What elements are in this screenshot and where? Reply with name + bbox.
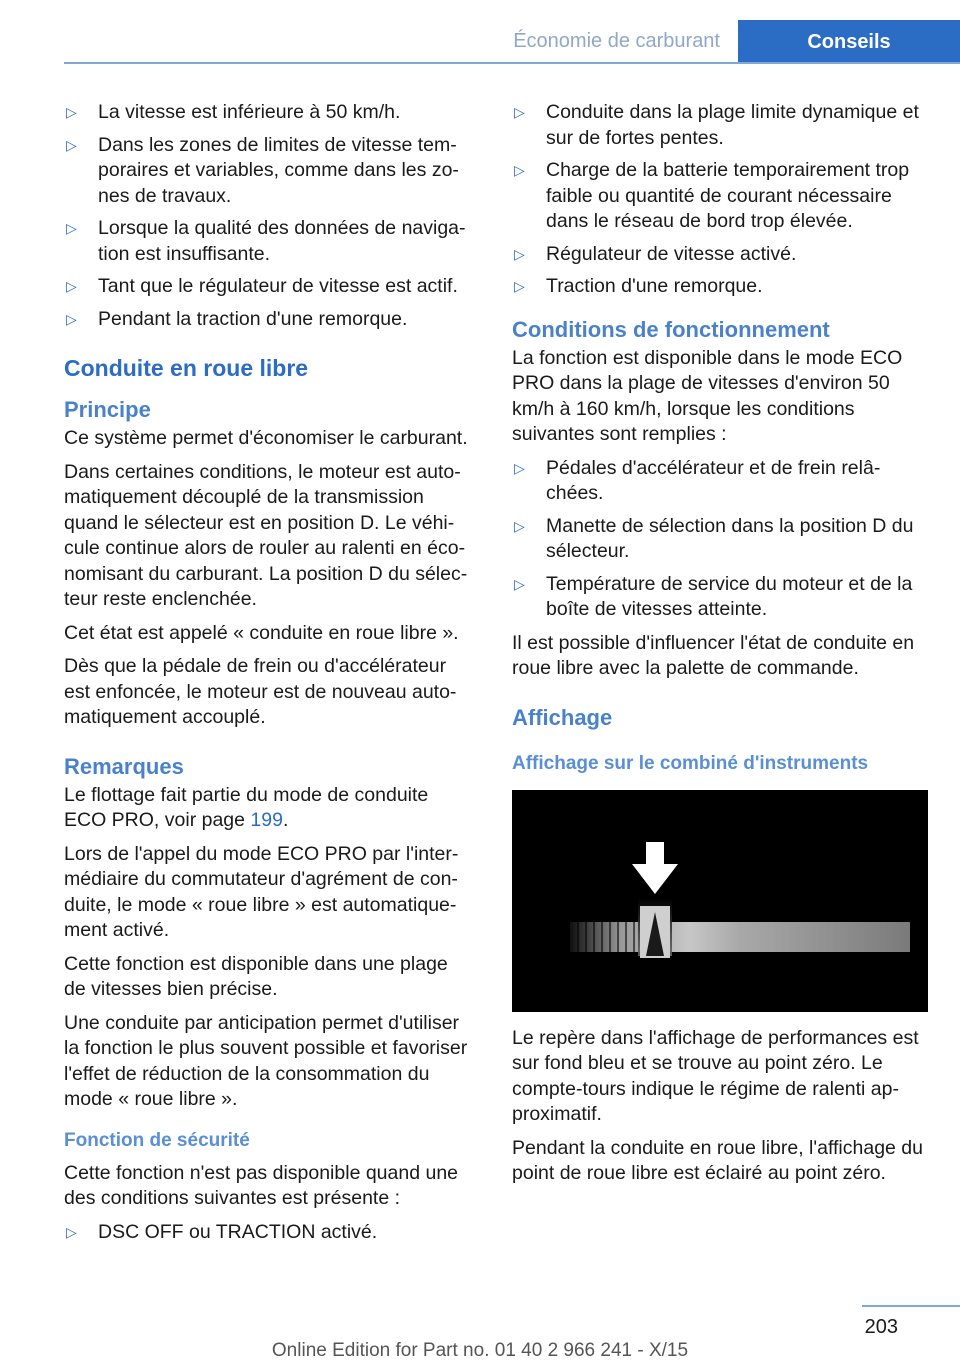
- triangle-right-icon: ▷: [514, 162, 525, 178]
- header-rule: [64, 62, 960, 64]
- paragraph: Dès que la pédale de frein ou d'accélérateur est enfoncée, le moteur est de nouveau auto-matiquement accouplé.: [64, 655, 457, 728]
- list-item: ▷ DSC OFF ou TRACTION activé.: [64, 1220, 474, 1246]
- triangle-right-icon: ▷: [66, 310, 77, 327]
- list-item: ▷ Charge de la batterie temporairement trop faible ou quantité de courant nécessaire dans le réseau de bord trop élevée.: [514, 159, 910, 232]
- triangle-right-icon: ▷: [514, 517, 525, 534]
- triangle-right-icon: ▷: [66, 136, 77, 153]
- triangle-right-icon: ▷: [514, 575, 525, 592]
- page-link-199[interactable]: 199: [250, 809, 283, 831]
- triangle-right-icon: ▷: [66, 104, 77, 120]
- page-number: 203: [864, 1316, 898, 1338]
- instrument-cluster-image: [512, 790, 928, 1012]
- list-item: ▷ La vitesse est inférieure à 50 km/h.: [64, 100, 474, 126]
- paragraph: Le repère dans l'affichage de performances est sur fond bleu et se trouve au point zéro. Le compte-tours indique le régime de ralenti ap-proximatif.: [512, 1026, 919, 1125]
- heading-affichage-combine: Affichage sur le combiné d'instruments: [512, 752, 869, 774]
- heading-fonction-securite: Fonction de sécurité: [64, 1129, 250, 1151]
- list-item: ▷ Manette de sélection dans la position D du sélecteur.: [514, 514, 914, 562]
- list-item: ▷ Pédales d'accélérateur et de frein relâ-chées.: [514, 456, 881, 504]
- list-item: ▷ Lorsque la qualité des données de naviga-tion est insuffisante.: [66, 217, 466, 265]
- paragraph: Pendant la conduite en roue libre, l'affichage du point de roue libre est éclairé au point zéro.: [512, 1136, 923, 1184]
- list-item: ▷ Régulateur de vitesse activé.: [512, 242, 932, 268]
- paragraph: Lors de l'appel du mode ECO PRO par l'inter-médiaire du commutateur d'agrément de con-duite, le mode « roue libre » est automatique-ment activé.: [64, 842, 459, 941]
- heading-principe: Principe: [64, 397, 151, 422]
- paragraph: Ce système permet d'économiser le carburant.: [64, 427, 468, 449]
- triangle-right-icon: ▷: [66, 1223, 77, 1240]
- page-number-rule: [862, 1305, 960, 1307]
- paragraph: Cet état est appelé « conduite en roue libre ».: [64, 621, 459, 644]
- paragraph: La fonction est disponible dans le mode ECO PRO dans la plage de vitesses d'environ 50 km/h à 160 km/h, lorsque les conditions suivantes sont remplies :: [512, 346, 903, 445]
- footer-edition: Online Edition for Part no. 01 40 2 966 241 - X/15: [271, 1340, 689, 1361]
- heading-remarques: Remarques: [64, 753, 184, 779]
- triangle-right-icon: ▷: [66, 278, 77, 294]
- paragraph: Cette fonction n'est pas disponible quand une des conditions suivantes est présente :: [64, 1161, 459, 1209]
- instrument-cluster-graphic: [512, 790, 928, 1012]
- triangle-right-icon: ▷: [514, 459, 525, 476]
- header-tab-conseils[interactable]: Conseils: [738, 20, 960, 64]
- paragraph: Dans certaines conditions, le moteur est auto-matiquement découplé de la transmission quand le sélecteur est en position D. Le véhi-cule continue alors de rouler au ralenti en éco-nomisant du carburant. La position D du sélec-teur reste enclenchée.: [64, 460, 468, 610]
- triangle-right-icon: ▷: [514, 245, 525, 262]
- left-bullet-list: [64, 100, 474, 332]
- right-column: [512, 100, 932, 1195]
- list-item: ▷ Traction d'une remorque.: [512, 274, 932, 300]
- left-column: [64, 100, 474, 1253]
- triangle-right-icon: ▷: [514, 278, 525, 294]
- heading-conditions: Conditions de fonctionnement: [512, 316, 830, 342]
- triangle-right-icon: ▷: [66, 220, 77, 236]
- triangle-right-icon: ▷: [514, 104, 525, 120]
- right-bullet-list: [512, 100, 932, 300]
- conditions-bullet-list: [512, 456, 932, 623]
- heading-conduite-roue-libre: Conduite en roue libre: [64, 355, 309, 381]
- list-item: ▷ Conduite dans la plage limite dynamique et sur de fortes pentes.: [514, 101, 919, 149]
- heading-affichage: Affichage: [512, 704, 613, 730]
- paragraph: Une conduite par anticipation permet d'utiliser la fonction le plus souvent possible et favoriser l'effet de réduction de la consommation du mode « roue libre ».: [64, 1011, 468, 1110]
- list-item: ▷ Dans les zones de limites de vitesse tem-poraires et variables, comme dans les zo-nes de travaux.: [66, 133, 459, 207]
- list-item: ▷ Tant que le régulateur de vitesse est actif.: [64, 274, 474, 300]
- securite-bullet-list: [64, 1220, 474, 1246]
- list-item: ▷ Température de service du moteur et de la boîte de vitesses atteinte.: [514, 572, 913, 620]
- paragraph: Le flottage fait partie du mode de conduite ECO PRO, voir page 199.: [64, 783, 429, 831]
- list-item: ▷ Pendant la traction d'une remorque.: [64, 307, 474, 333]
- header-section-title: Économie de carburant: [513, 30, 720, 52]
- paragraph: Cette fonction est disponible dans une plage de vitesses bien précise.: [64, 952, 448, 1000]
- paragraph: Il est possible d'influencer l'état de conduite en roue libre avec la palette de commande.: [512, 631, 915, 679]
